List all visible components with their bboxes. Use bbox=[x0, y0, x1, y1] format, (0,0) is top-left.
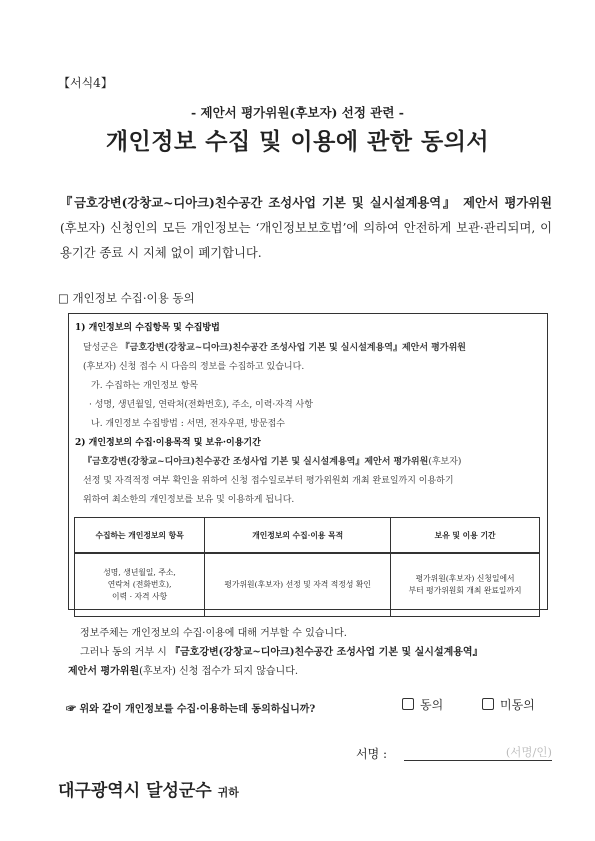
disagree-option[interactable] bbox=[482, 696, 535, 713]
items-line-2: 연락처 (전화번호), bbox=[107, 580, 172, 589]
agree-option[interactable] bbox=[402, 696, 443, 713]
table-header-purpose: 개인정보의 수집·이용 목적 bbox=[205, 518, 391, 554]
table-cell-period bbox=[391, 553, 540, 617]
notice-text-2: 그러나 동의 거부 시 bbox=[80, 647, 170, 658]
box-line-6-project: 『금호강변(강창교~디아크)친수공간 조성사업 기본 및 실시설계용역』제안서 평가위원 bbox=[83, 457, 429, 467]
items-line-3: 이력 · 자격 사항 bbox=[112, 592, 168, 601]
notice-line-3 bbox=[68, 662, 552, 681]
box-line-6 bbox=[83, 454, 461, 467]
table-header-row bbox=[75, 518, 540, 554]
intro-project-name: 『금호강변(강창교~디아크)친수공간 조성사업 기본 및 실시설계용역』 bbox=[60, 195, 458, 210]
table-header-period: 보유 및 이용 기간 bbox=[391, 518, 540, 554]
period-line-2: 부터 평가위원회 개최 완료일까지 bbox=[408, 586, 522, 595]
box-heading-1: 1) 개인정보의 수집항목 및 수집방법 bbox=[75, 323, 220, 333]
signature-placeholder: (서명/인) bbox=[505, 745, 552, 759]
notice-text-3: (후보자) 신청 접수가 되지 않습니다. bbox=[139, 666, 299, 677]
box-line-5: 나. 개인정보 수집방법 : 서면, 전자우편, 방문접수 bbox=[91, 419, 285, 429]
notice-project: 『금호강변(강창교~디아크)친수공간 조성사업 기본 및 실시설계용역』 bbox=[170, 647, 483, 658]
box-line-6-suffix: (후보자) bbox=[428, 457, 462, 467]
intro-role: 평가위원 bbox=[504, 195, 552, 210]
table-row bbox=[75, 553, 540, 617]
intro-rest-1: 제안서 bbox=[457, 195, 499, 210]
form-number: 【서식4】 bbox=[58, 76, 113, 90]
intro-rest-2: (후보자) 신청인의 모든 개인정보는 ‘개인정보보호법’에 의하여 안전하게 보관·관리되며, 이용기간 종료 시 지체 없이 폐기합니다. bbox=[60, 221, 552, 260]
notice-line-1 bbox=[68, 624, 552, 643]
notice-line-2 bbox=[68, 643, 552, 662]
box-line-7: 선정 및 자격적정 여부 확인을 위하여 신청 접수일로부터 평가위원회 개최 완료일까지 이용하기 bbox=[83, 476, 454, 486]
box-line-1-prefix: 달성군은 bbox=[83, 343, 121, 353]
addressee-suffix: 귀하 bbox=[217, 786, 239, 799]
section-heading: □ 개인정보 수집·이용 동의 bbox=[58, 291, 195, 305]
box-line-3: 가. 수집하는 개인정보 항목 bbox=[91, 381, 199, 391]
consent-table bbox=[74, 517, 540, 617]
table-header-items: 수집하는 개인정보의 항목 bbox=[75, 518, 205, 554]
addressee bbox=[58, 776, 239, 801]
items-line-1: 성명, 생년월일, 주소, bbox=[103, 568, 176, 577]
agree-checkbox[interactable] bbox=[402, 698, 414, 710]
intro-paragraph bbox=[60, 190, 552, 266]
consent-question: ☞ 위와 같이 개인정보를 수집·이용하는데 동의하십니까? bbox=[66, 704, 316, 715]
signature-field[interactable] bbox=[404, 744, 552, 761]
table-cell-purpose: 평가위원(후보자) 선정 및 자격 적정성 확인 bbox=[205, 553, 391, 617]
disagree-label: 미동의 bbox=[500, 698, 535, 712]
box-line-8: 위하여 최소한의 개인정보를 보유 및 이용하게 됩니다. bbox=[83, 495, 295, 505]
page-title: 개인정보 수집 및 이용에 관한 동의서 bbox=[105, 129, 490, 155]
disagree-checkbox[interactable] bbox=[482, 698, 494, 710]
box-line-1-project: 『금호강변(강창교~디아크)친수공간 조성사업 기본 및 실시설계용역』제안서 평가위원 bbox=[120, 343, 466, 353]
table-cell-items bbox=[75, 553, 205, 617]
period-line-1: 평가위원(후보자) 신청일에서 bbox=[415, 574, 515, 583]
subtitle: - 제안서 평가위원(후보자) 선정 관련 - bbox=[190, 105, 404, 120]
agree-label: 동의 bbox=[420, 698, 444, 712]
box-line-1 bbox=[83, 340, 466, 353]
box-line-2: (후보자) 신청 접수 시 다음의 정보를 수집하고 있습니다. bbox=[83, 362, 305, 372]
notice-role: 제안서 평가위원 bbox=[68, 666, 140, 677]
addressee-name: 대구광역시 달성군수 bbox=[58, 781, 212, 801]
notice-text-1: 정보주체는 개인정보의 수집·이용에 대해 거부할 수 있습니다. bbox=[80, 628, 347, 639]
consent-details-box bbox=[68, 313, 548, 610]
signature-label: 서명 : bbox=[356, 747, 388, 761]
box-line-4: · 성명, 생년월일, 연락처(전화번호), 주소, 이력·자격 사항 bbox=[89, 400, 313, 410]
box-heading-2: 2) 개인정보의 수집·이용목적 및 보유·이용기간 bbox=[75, 438, 261, 448]
